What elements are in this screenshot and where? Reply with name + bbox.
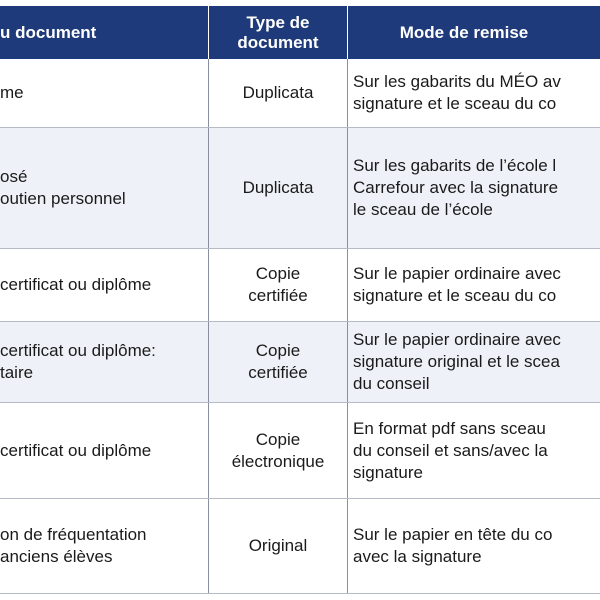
mode-line: signature et le sceau du co (353, 286, 557, 305)
mode-line: En format pdf sans sceau (353, 418, 546, 438)
mode-cell (348, 249, 600, 321)
document-line: certificat ou diplôme (0, 440, 152, 460)
type-cell (208, 322, 348, 402)
mode-cell (348, 128, 600, 248)
type-line: Copie (255, 341, 301, 360)
header-document-name (0, 6, 208, 59)
mode-line: Sur les gabarits du MÉO av (353, 72, 561, 91)
document-cell (0, 59, 208, 127)
type-cell (208, 59, 348, 127)
document-cell (0, 499, 208, 593)
mode-line: Sur le papier ordinaire avec (353, 264, 561, 283)
header-document-type-line2: document (237, 32, 319, 52)
mode-line: Sur les gabarits de l’école l (353, 156, 557, 175)
type-cell (208, 499, 348, 593)
type-line: Duplicata (242, 83, 314, 102)
document-cell (0, 322, 208, 402)
mode-line: signature (353, 462, 423, 482)
type-line: électronique (231, 451, 325, 471)
type-cell (208, 403, 348, 498)
header-document-type (208, 6, 348, 59)
document-line: certificat ou diplôme: (0, 341, 156, 360)
document-line: outien personnel (0, 189, 126, 208)
document-cell (0, 128, 208, 248)
document-line: certificat ou diplôme (0, 275, 152, 294)
mode-line: Carrefour avec la signature (353, 178, 559, 197)
document-line: anciens élèves (0, 547, 113, 566)
header-delivery-mode-label: Mode de remise (399, 22, 529, 42)
mode-line: avec la signature (353, 547, 482, 566)
document-cell (0, 249, 208, 321)
table-row (0, 322, 600, 403)
mode-line: du conseil et sans/avec la (353, 440, 548, 460)
table-row (0, 499, 600, 594)
mode-line: signature original et le scea (353, 352, 560, 371)
type-cell (208, 128, 348, 248)
type-line: certifiée (248, 363, 308, 382)
header-document-type-line1: Type de (246, 12, 310, 32)
type-line: Original (248, 536, 308, 555)
mode-line: Sur le papier ordinaire avec (353, 330, 561, 349)
mode-cell (348, 59, 600, 127)
type-line: Duplicata (242, 178, 314, 197)
type-line: Copie (255, 264, 301, 283)
header-document-name-label: u document (0, 22, 97, 42)
type-line: Copie (255, 429, 301, 449)
type-line: certifiée (248, 286, 308, 305)
table-header (0, 6, 600, 59)
document-line: me (0, 83, 24, 102)
document-cell (0, 403, 208, 498)
mode-line: du conseil (353, 374, 430, 393)
table-row (0, 59, 600, 128)
table-row (0, 403, 600, 499)
document-line: osé (0, 167, 28, 186)
mode-line: signature et le sceau du co (353, 94, 557, 113)
mode-line: Sur le papier en tête du co (353, 525, 553, 544)
mode-cell (348, 322, 600, 402)
type-cell (208, 249, 348, 321)
mode-line: le sceau de l’école (353, 200, 493, 219)
document-line: on de fréquentation (0, 525, 147, 544)
mode-cell (348, 403, 600, 498)
table-row (0, 249, 600, 322)
header-delivery-mode (348, 6, 600, 59)
table-row (0, 128, 600, 249)
document-line: taire (0, 363, 34, 382)
mode-cell (348, 499, 600, 593)
